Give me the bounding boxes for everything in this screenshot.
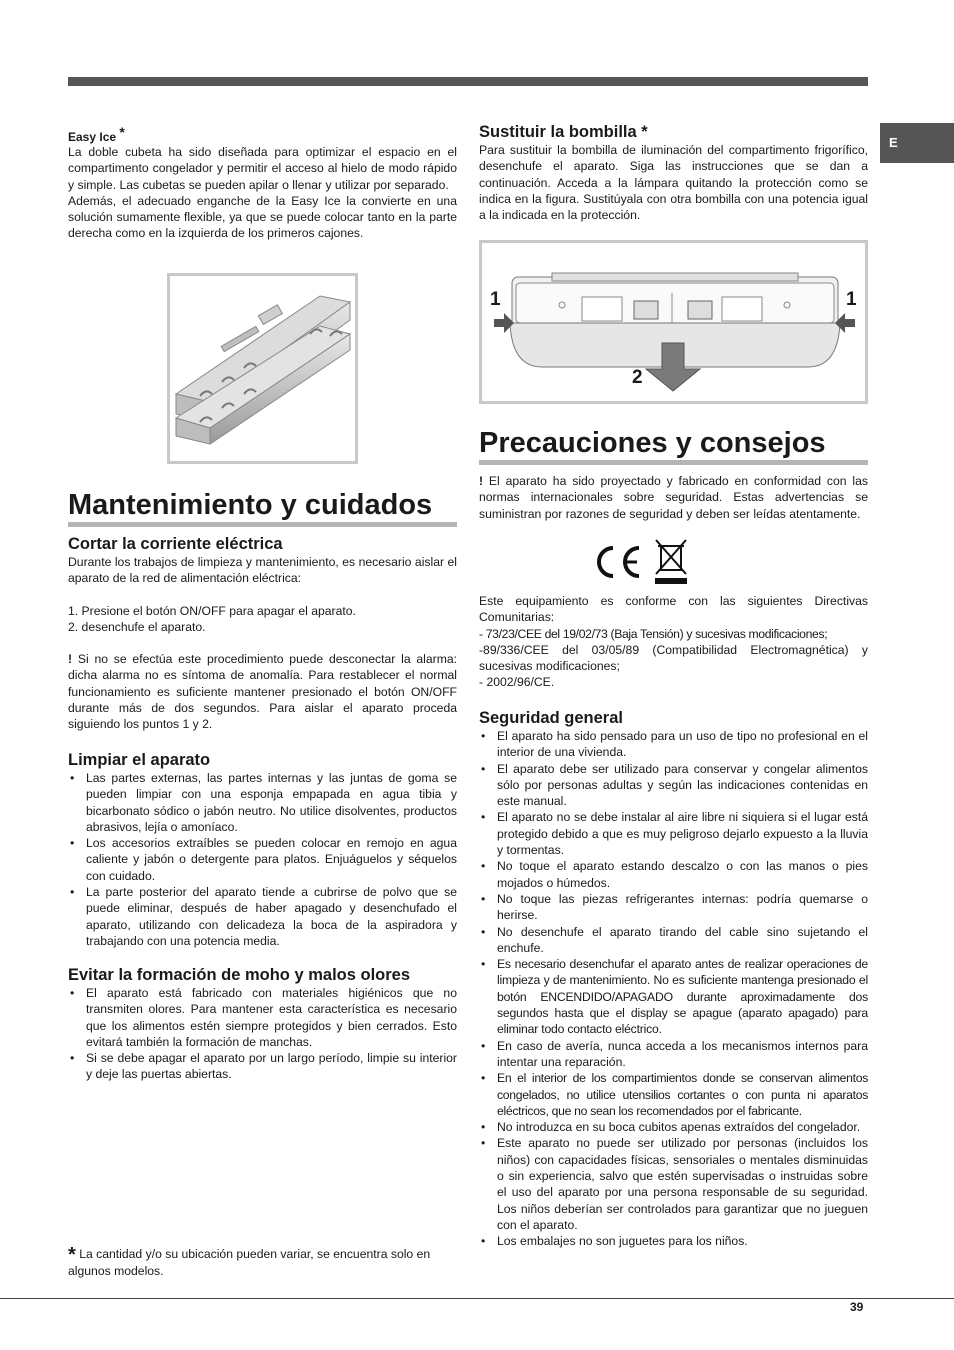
list-item: • No introduzca en su boca cubitos apenas extraídos del congelador. [479,1119,868,1135]
list-item: • Las partes externas, las partes internas y las juntas de goma se pueden limpiar con una esponja empapada en agua tibia y bicarbonato sódico o jabón neutro. No utilice disolventes, productos abrasivos, lejía o amoníaco. [68,770,457,835]
list-item: • No desenchufe el aparato tirando del cable sino sujetando el enchufe. [479,924,868,957]
directive-3: - 2002/96/CE. [479,675,555,690]
bulb-title: Sustituir la bombilla * [479,123,648,141]
list-item: • Este aparato no puede ser utilizado por personas (incluidos los niños) con capacidades físicas, sensoriales o mentales disminuidas o sin experiencia, salvo que estén supervisadas o instruidas sobre el uso del aparato por una persona responsable de su seguridad. Los niños deberían ser controlados para garantizar que no jueguen con el aparato. [479,1135,868,1233]
warning-mark: ! [479,474,484,488]
safety-list [479,728,868,1250]
list-item: • El aparato no se debe instalar al aire libre ni siquiera si el lugar está protegido debido a que es muy peligroso dejarlo expuesto a la lluvia y tormentas. [479,809,868,858]
cleaning-title: Limpiar el aparato [68,751,211,769]
easy-ice-paragraph-1: La doble cubeta ha sido diseñada para optimizar el espacio en el compartimento congelador y permitir el acceso al hielo de modo rápido y simple. Las cubetas se pueden apilar o llenar y utilizar por separado. [68,145,457,192]
easy-ice-section [68,124,457,242]
language-tab: E [880,123,954,163]
list-item: • Los embalajes no son juguetes para los niños. [479,1233,868,1249]
cleaning-list [68,770,457,949]
directives-section [479,593,868,691]
bottom-rule [0,1298,954,1299]
power-off-step-2: 2. desenchufe el aparato. [68,619,206,634]
list-item: • Es necesario desenchufar el aparato antes de realizar operaciones de limpieza y de mantenimiento. No es suficiente mantenga presionado el botón ENCENDIDO/APAGADO durante aproximadamente dos segundos hasta que el display se apague (aparato apagado) para eliminar todo contacto eléctrico. [479,956,868,1037]
lamp-cover-illustration [482,243,865,401]
bulb-section [479,122,868,223]
intro-paragraph: ! El aparato ha sido proyectado y fabricado en conformidad con las normas internacionales sobre seguridad. Estas advertencias se suministran por razones de seguridad y deben ser leídas atentamente. [479,474,868,521]
list-item: • El aparato ha sido pensado para un uso de tipo no profesional en el interior de una vivienda. [479,728,868,761]
power-off-warning: ! Si no se efectúa este procedimiento puede desconectar la alarma: dicha alarma no es síntoma de anomalía. Para restablecer el normal funcionamiento es suficiente mantener presionado el botón ON/OFF durante más de dos segundos. Para aislar el aparato proceda siguiendo los puntos 1 y 2. [68,652,458,732]
list-item: • El aparato está fabricado con materiales higiénicos que no transmiten olores. Para mantener esta característica es necesario que los alimentos estén siempre protegidos y bien cerrados. Esto evitará también la formación de manchas. [68,985,457,1050]
directive-1: - 73/23/CEE del 19/02/73 (Baja Tensión) y sucesivas modificaciones; [479,626,828,641]
precautions-title: Precauciones y consejos [479,426,868,465]
bulb-figure [479,240,868,404]
top-rule [68,77,868,86]
maintenance-heading-block [68,488,457,527]
safety-title: Seguridad general [479,709,623,727]
power-off-section [68,534,457,733]
maintenance-title: Mantenimiento y cuidados [68,488,457,527]
safety-section [479,708,868,1250]
warning-mark: ! [68,652,73,667]
mould-list [68,985,457,1083]
footnote-star: * [68,1244,76,1266]
list-item: • La parte posterior del aparato tiende a cubrirse de polvo que se puede eliminar, después de haber apagado y desenchufado el aparato, utilizando con delicadeza la boca de la aspiradora y trabajando con una potencia media. [68,884,457,949]
list-item: • Si se debe apagar el aparato por un largo período, limpie su interior y deje las puertas abiertas. [68,1050,457,1083]
precautions-heading-block [479,426,868,465]
list-item: • No toque las piezas refrigerantes internas: podría quemarse o herirse. [479,891,868,924]
ice-tray-illustration [170,276,355,461]
figure-label-left: 1 [490,289,501,310]
list-item: • Los accesorios extraíbles se pueden colocar en remojo en agua caliente y jabón o detergente para platos. Enjuáguelos y séquelos con cuidado. [68,835,457,884]
figure-label-down: 2 [632,367,643,388]
power-off-title: Cortar la corriente eléctrica [68,535,283,553]
bulb-paragraph: Para sustituir la bombilla de iluminación del compartimento frigorífico, desenchufe el aparato. Siga las instrucciones que se dan a continuación. Acceda a la lámpara quitando la protección como se indica en la figura. Sustitúyala con otra bombilla con una potencia igual a la indicada en la protección. [479,143,868,223]
directive-2: -89/336/CEE del 03/05/89 (Compatibilidad Electromagnética) y sucesivas modificaciones; [479,642,868,674]
directives-paragraph: Este equipamiento es conforme con las siguientes Directivas Comunitarias: [479,594,868,625]
easy-ice-title: Easy Ice * [68,124,125,144]
precautions-intro [479,473,868,522]
footnote [68,1246,463,1279]
power-off-step-1: 1. Presione el botón ON/OFF para apagar el aparato. [68,603,356,618]
list-item: • En el interior de los compartimientos donde se conservan alimentos congelados, no utilice utensilios cortantes o con punta ni aparatos eléctricos, que no sean los recomendados por el fabricante. [479,1070,868,1119]
list-item: • El aparato debe ser utilizado para conservar y congelar alimentos sólo por personas adultas y según las indicaciones contenidas en este manual. [479,761,868,810]
footnote-text: La cantidad y/o su ubicación pueden variar, se encuentra solo en algunos modelos. [68,1247,431,1278]
figure-label-right: 1 [846,289,857,310]
page-number: 39 [850,1300,864,1314]
easy-ice-figure [167,273,358,464]
power-off-paragraph: Durante los trabajos de limpieza y mantenimiento, es necesario aislar el aparato de la red de alimentación eléctrica: [68,555,457,586]
easy-ice-paragraph-2: Además, el adecuado enganche de la Easy Ice la convierte en una solución sumamente flexible, ya que se puede colocar tanto en la parte derecha como en la izquierda de los primeros cajones. [68,193,457,241]
mould-section [68,965,457,1083]
list-item: • No toque el aparato estando descalzo o con las manos o pies mojados o húmedos. [479,858,868,891]
mould-title: Evitar la formación de moho y malos olores [68,966,411,984]
weee-bin-icon [652,538,690,586]
cleaning-section [68,750,457,949]
list-item: • En caso de avería, nunca acceda a los mecanismos internos para intentar una reparación. [479,1038,868,1071]
